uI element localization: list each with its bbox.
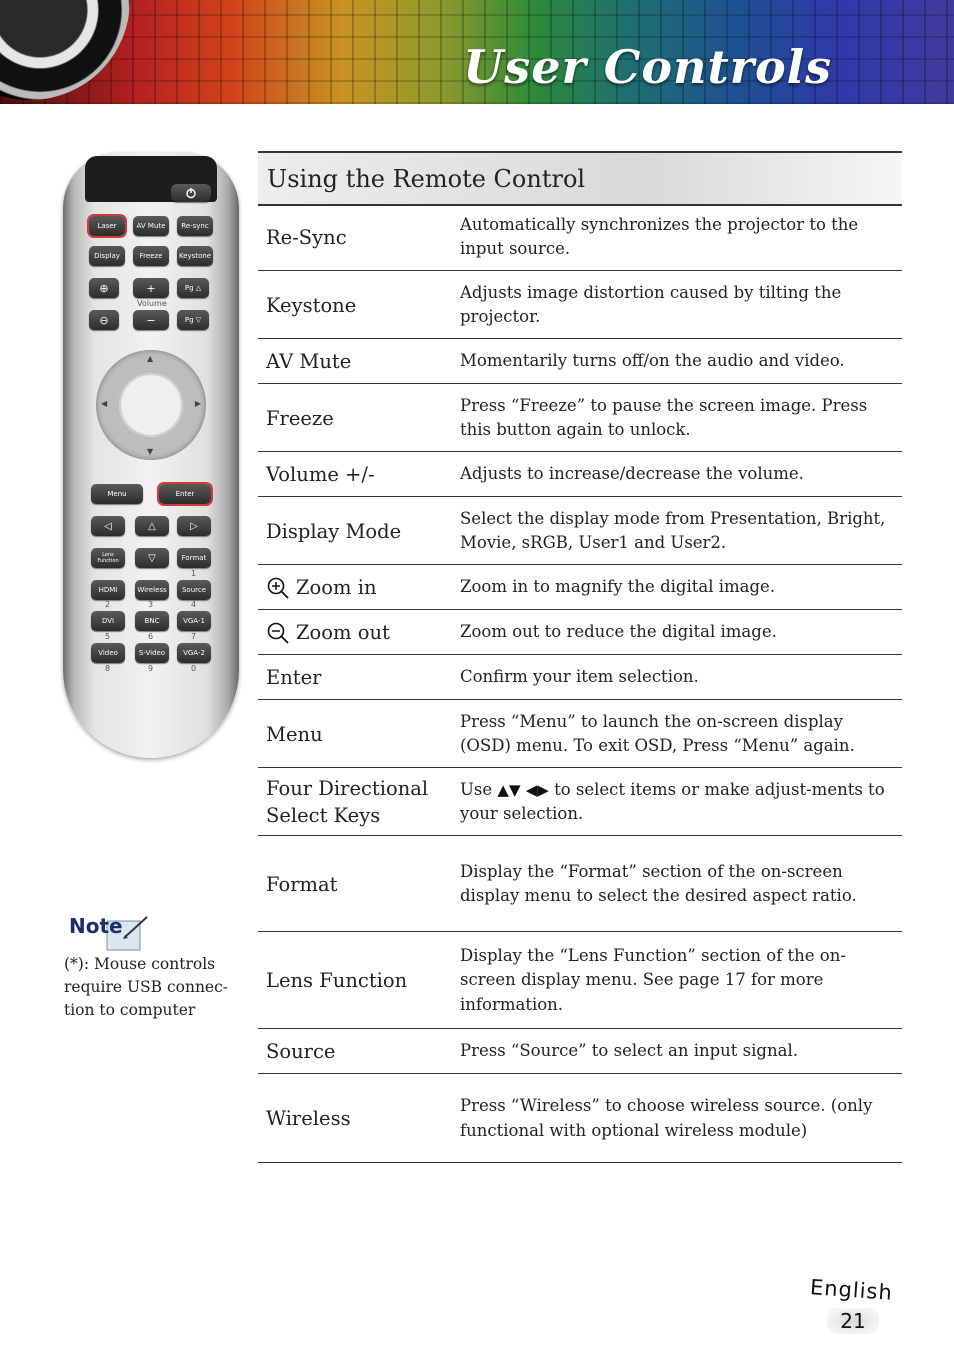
row-label-text: Zoom out bbox=[296, 621, 390, 644]
remote-button-vga1: VGA-1 bbox=[177, 611, 211, 631]
remote-digit: 2 bbox=[105, 600, 111, 609]
remote-digit: 6 bbox=[148, 632, 154, 641]
row-description: Adjusts image distortion caused by tilting the projector. bbox=[460, 282, 842, 326]
table-row bbox=[258, 656, 902, 700]
remote-button-video: Video bbox=[91, 643, 125, 663]
zoom-out-icon bbox=[266, 622, 290, 644]
row-label bbox=[266, 566, 446, 609]
down-arrow-icon: ▼ bbox=[508, 780, 521, 799]
row-label: Display Mode bbox=[266, 519, 402, 543]
remote-button-right: ▷ bbox=[177, 516, 211, 536]
remote-button-menu: Menu bbox=[91, 484, 143, 504]
table-row bbox=[258, 1030, 902, 1074]
table-row bbox=[258, 204, 902, 271]
remote-button-down: ▽ bbox=[135, 548, 169, 568]
remote-digit: 1 bbox=[191, 569, 197, 578]
table-row bbox=[258, 340, 902, 384]
desc-suffix: to select items or make adjust-ments to your selection. bbox=[460, 779, 885, 823]
row-description: Press “Menu” to launch the on-screen display (OSD) menu. To exit OSD, Press “Menu” again. bbox=[460, 711, 855, 755]
remote-button-display: Display bbox=[89, 246, 125, 266]
desc-prefix: Use bbox=[460, 779, 493, 799]
remote-digit: 4 bbox=[191, 600, 197, 609]
power-icon bbox=[171, 184, 211, 202]
row-label: Enter bbox=[266, 666, 322, 689]
remote-button-page-down: Pg ▽ bbox=[177, 310, 209, 330]
remote-button-up: △ bbox=[135, 516, 169, 536]
remote-button-vga2: VGA-2 bbox=[177, 643, 211, 663]
row-label: Keystone bbox=[266, 293, 357, 317]
row-label bbox=[266, 611, 446, 654]
remote-button-source: Source bbox=[177, 580, 211, 600]
table-row bbox=[258, 1075, 902, 1163]
remote-button-lens-function: Lens Function bbox=[91, 548, 125, 568]
remote-button-re-sync: Re-sync bbox=[177, 216, 213, 236]
remote-mouse-wheel: ▲ ▼ ◀ ▶ bbox=[96, 350, 206, 460]
note-text: (*): Mouse controls require USB connec-tion to computer bbox=[64, 955, 229, 1019]
page-number: 21 bbox=[827, 1308, 879, 1334]
remote-digit: 5 bbox=[105, 632, 111, 641]
table-row bbox=[258, 453, 902, 497]
zoom-in-icon bbox=[266, 577, 290, 599]
remote-button-enter: Enter bbox=[159, 484, 211, 504]
remote-button-left: ◁ bbox=[91, 516, 125, 536]
remote-button-freeze: Freeze bbox=[133, 246, 169, 266]
table-row bbox=[258, 566, 902, 610]
table-row bbox=[258, 701, 902, 768]
row-description: Press “Wireless” to choose wireless source. (only functional with optional wireless module) bbox=[460, 1096, 873, 1140]
remote-digit: 7 bbox=[191, 632, 197, 641]
section-title: Using the Remote Control bbox=[267, 165, 586, 193]
note-icon bbox=[67, 911, 149, 951]
table-row bbox=[258, 933, 902, 1029]
remote-button-s-video: S-Video bbox=[135, 643, 169, 663]
row-description: Press “Source” to select an input signal. bbox=[460, 1041, 798, 1061]
remote-button-keystone: Keystone bbox=[177, 246, 213, 266]
row-label: Menu bbox=[266, 722, 323, 746]
table-row bbox=[258, 272, 902, 339]
row-label: AV Mute bbox=[266, 350, 352, 373]
remote-button-page-up: Pg △ bbox=[177, 278, 209, 298]
section-header bbox=[258, 151, 902, 206]
row-description: Confirm your item selection. bbox=[460, 667, 699, 687]
up-arrow-icon: ▲ bbox=[497, 780, 509, 799]
row-description: Zoom in to magnify the digital image. bbox=[460, 577, 776, 597]
remote-digit: 3 bbox=[148, 600, 154, 609]
table-row bbox=[258, 769, 902, 836]
note-badge-text: Note bbox=[69, 914, 123, 938]
remote-button-zoom-in: ⊕ bbox=[89, 278, 119, 298]
page-title: User Controls bbox=[463, 40, 832, 94]
remote-digit: 0 bbox=[191, 664, 197, 673]
row-description: Momentarily turns off/on the audio and video. bbox=[460, 351, 845, 371]
row-label: Freeze bbox=[266, 406, 334, 430]
remote-control-image bbox=[63, 152, 239, 758]
remote-button-zoom-out: ⊖ bbox=[89, 310, 119, 330]
left-arrow-icon: ◀ bbox=[525, 780, 538, 799]
row-label: Volume +/- bbox=[266, 463, 375, 486]
row-label: Lens Function bbox=[266, 969, 408, 992]
row-label: Format bbox=[266, 872, 338, 896]
row-label: Wireless bbox=[266, 1107, 351, 1130]
remote-button-bnc: BNC bbox=[135, 611, 169, 631]
table-row bbox=[258, 611, 902, 655]
right-arrow-icon: ▶ bbox=[537, 780, 549, 799]
row-description: Adjusts to increase/decrease the volume. bbox=[460, 464, 804, 484]
row-description: Display the “Lens Function” section of the on-screen display menu. See page 17 for more information. bbox=[460, 945, 846, 1014]
row-description: Display the “Format” section of the on-screen display menu to select the desired aspect ratio. bbox=[460, 861, 857, 905]
row-description: Automatically synchronizes the projector to the input source. bbox=[460, 214, 859, 258]
remote-button-dvi: DVI bbox=[91, 611, 125, 631]
header-banner bbox=[0, 0, 954, 104]
row-label-text: Zoom in bbox=[296, 576, 377, 599]
row-description: Select the display mode from Presentation, Bright, Movie, sRGB, User1 and User2. bbox=[460, 508, 886, 552]
language-label: English bbox=[809, 1275, 894, 1305]
remote-digit: 8 bbox=[105, 664, 111, 673]
remote-button-volume-up: + bbox=[133, 278, 169, 298]
row-description: Press “Freeze” to pause the screen image. Press this button again to unlock. bbox=[460, 395, 868, 439]
remote-button-wireless: Wireless bbox=[135, 580, 169, 600]
projector-lens-graphic bbox=[0, 0, 130, 100]
row-label: Source bbox=[266, 1040, 336, 1063]
table-row bbox=[258, 837, 902, 932]
remote-button-av-mute: AV Mute bbox=[133, 216, 169, 236]
row-description: Zoom out to reduce the digital image. bbox=[460, 622, 777, 642]
remote-button-hdmi: HDMI bbox=[91, 580, 125, 600]
table-row bbox=[258, 385, 902, 452]
row-description bbox=[460, 769, 896, 835]
row-label: Re-Sync bbox=[266, 225, 347, 249]
remote-volume-label: Volume bbox=[137, 299, 167, 308]
remote-button-volume-down: − bbox=[133, 310, 169, 330]
remote-button-format: Format bbox=[177, 548, 211, 568]
remote-digit: 9 bbox=[148, 664, 154, 673]
remote-button-laser: Laser bbox=[89, 216, 125, 236]
table-row bbox=[258, 498, 902, 565]
row-label: Four Directional Select Keys bbox=[266, 777, 429, 827]
